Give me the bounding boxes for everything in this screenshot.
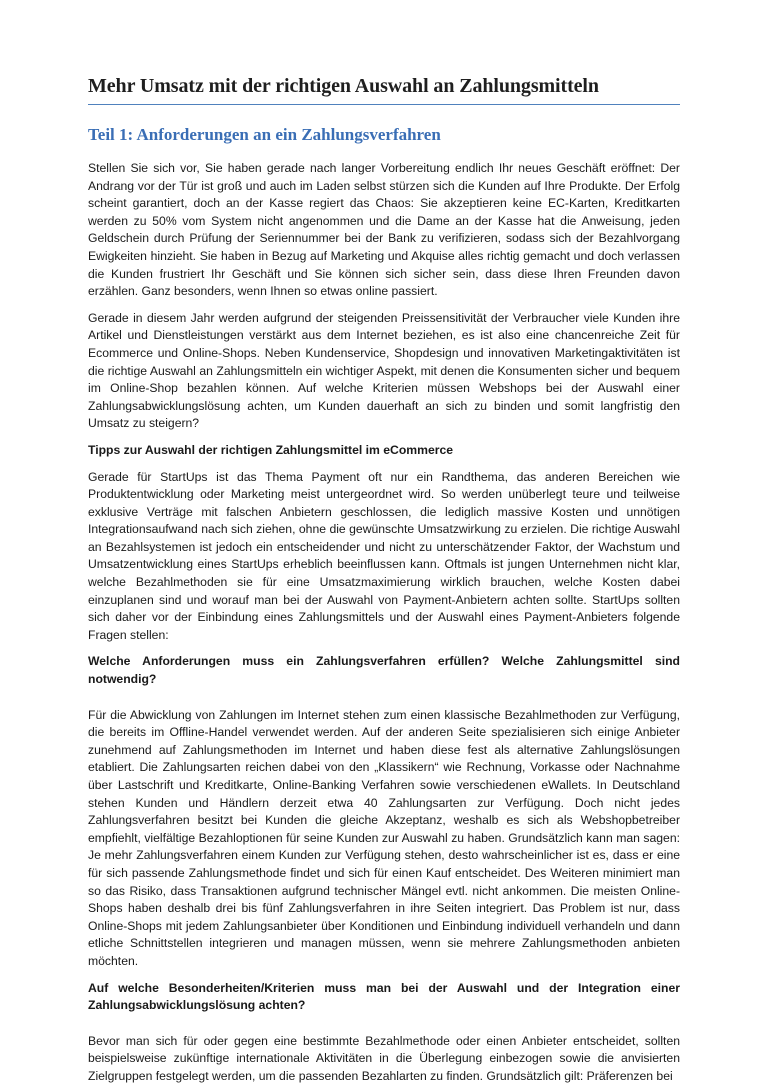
paragraph-intro: Stellen Sie sich vor, Sie haben gerade nach langer Vorbereitung endlich Ihr neues Geschäft eröffnet: Der Andrang vor der Tür ist groß und auch im Laden selbst stürzen sich die Kunden auf Ihre Produkte. Der Erfolg scheint garantiert, doch an der Kasse regiert das Chaos: Sie akzeptieren keine EC-Karten, Kreditkarten werden zu 50% vom System nicht angenommen und die Dame an der Kasse hat die Anweisung, jeden Geldschein durch Prüfung der Seriennummer bei der Bank zu verifizieren, sodass sich der Bezahlvorgang Ewigkeiten hinzieht. Sie haben in Bezug auf Marketing und Akquise alles richtig gemacht und doch verlassen die Kunden frustriert Ihr Geschäft und Sie können sich sicher sein, dass diese Ihren Freunden davon erzählen. Ganz besonders, wenn Ihnen so etwas online passiert. bbox=[88, 161, 680, 299]
section-heading: Teil 1: Anforderungen an ein Zahlungsverfahren bbox=[88, 125, 441, 144]
subheading-criteria: Auf welche Besonderheiten/Kriterien muss man bei der Auswahl und der Integration einer Zahlungsabwicklungslösung achten? bbox=[88, 980, 680, 1013]
paragraph-startups: Gerade für StartUps ist das Thema Payment oft nur ein Randthema, das anderen Bereichen wie Produktentwicklung oder Marketing meist untergeordnet wird. So werden unüberlegt teure und teilweise exklusive Verträge mit falschen Anbietern geschlossen, die lediglich massive Kosten und unnötigen Integrationsaufwand nach sich ziehen, ohne die gewünschte Umsatzwirkung zu erzielen. Die richtige Auswahl an Bezahlsystemen ist jedoch ein entscheidender und nicht zu unterschätzender Faktor, der Wachstum und Umsatzentwicklung eines StartUps erheblich beeinflussen kann. Oftmals ist jungen Unternehmen nicht klar, welche Bezahlmethoden sie für eine Umsatzmaximierung wirklich brauchen, welche Kosten dabei einzuplanen sind und worauf man bei der Auswahl von Payment-Anbietern achten sollte. StartUps sollten sich daher vor der Einbindung eines Zahlungsmittels und der Auswahl eines Payment-Anbieters folgende Fragen stellen: bbox=[88, 469, 680, 642]
paragraph-selection: Bevor man sich für oder gegen eine bestimmte Bezahlmethode oder einen Anbieter entscheidet, sollten beispielsweise zukünftige internationale Aktivitäten in die Überlegung einbezogen sowie die anvisierten Zielgruppen festgelegt werden, um die passenden Bezahlarten zu finden. Grundsätzlich gilt: Präferenzen bei bbox=[88, 1033, 680, 1083]
document-title: Mehr Umsatz mit der richtigen Auswahl an Zahlungsmitteln bbox=[88, 75, 680, 105]
paragraph-context: Gerade in diesem Jahr werden aufgrund der steigenden Preissensitivität der Verbraucher viele Kunden ihre Artikel und Dienstleistungen verstärkt aus dem Internet beziehen, es ist also eine chancenreiche Zeit für Ecommerce und Online-Shops. Neben Kundenservice, Shopdesign und innovativen Marketingaktivitäten ist die richtige Auswahl an Zahlungsmitteln ein wichtiger Aspekt, mit denen die Konsumenten sicher und bequem im Online-Shop bezahlen können. Auf welche Kriterien müssen Webshops bei der Auswahl einer Zahlungsabwicklungslösung achten, um Kunden dauerhaft an sich zu binden und somit langfristig den Umsatz zu steigern? bbox=[88, 310, 680, 431]
subheading-requirements: Welche Anforderungen muss ein Zahlungsverfahren erfüllen? Welche Zahlungsmittel sind notwendig? bbox=[88, 654, 680, 687]
subheading-tips: Tipps zur Auswahl der richtigen Zahlungsmittel im eCommerce bbox=[88, 442, 454, 457]
paragraph-payment-methods: Für die Abwicklung von Zahlungen im Internet stehen zum einen klassische Bezahlmethoden zur Verfügung, die bereits im Offline-Handel verwendet werden. Auf der anderen Seite spezialisieren sich einige Anbieter zunehmend auf Zahlungsmethoden im Internet und haben diese fest als alternative Zahlungslösungen etabliert. Die Zahlungsarten reichen dabei von den „Klassikern“ wie Rechnung, Vorkasse oder Nachnahme über Lastschrift und Kreditkarte, Online-Banking Verfahren sowie verschiedenen eWallets. In Deutschland stehen Kunden und Händlern derzeit etwa 40 Zahlungsarten zur Verfügung. Doch nicht jedes Zahlungsverfahren besitzt bei Kunden die gleiche Akzeptanz, weshalb es sich als Webshopbetreiber empfiehlt, vielfältige Bezahloptionen für seine Kunden zur Auswahl zu haben. Grundsätzlich kann man sagen: Je mehr Zahlungsverfahren einem Kunden zur Verfügung stehen, desto wahrscheinlicher ist es, dass er eine für sich passende Zahlungsmethode findet und sich für einen Kauf entscheidet. Des Weiteren minimiert man so das Risiko, dass Transaktionen aufgrund technischer Mängel evtl. nicht ankommen. Die meisten Online-Shops haben deshalb drei bis fünf Zahlungsverfahren in ihre Seiten integriert. Das Problem ist nur, dass Online-Shops mit jedem Zahlungsanbieter über Konditionen und Einbindung individuell verhandeln und dann etliche Schnittstellen integrieren und managen müssen, wenn sie mehrere Zahlungsmethoden anbieten möchten. bbox=[88, 707, 680, 968]
